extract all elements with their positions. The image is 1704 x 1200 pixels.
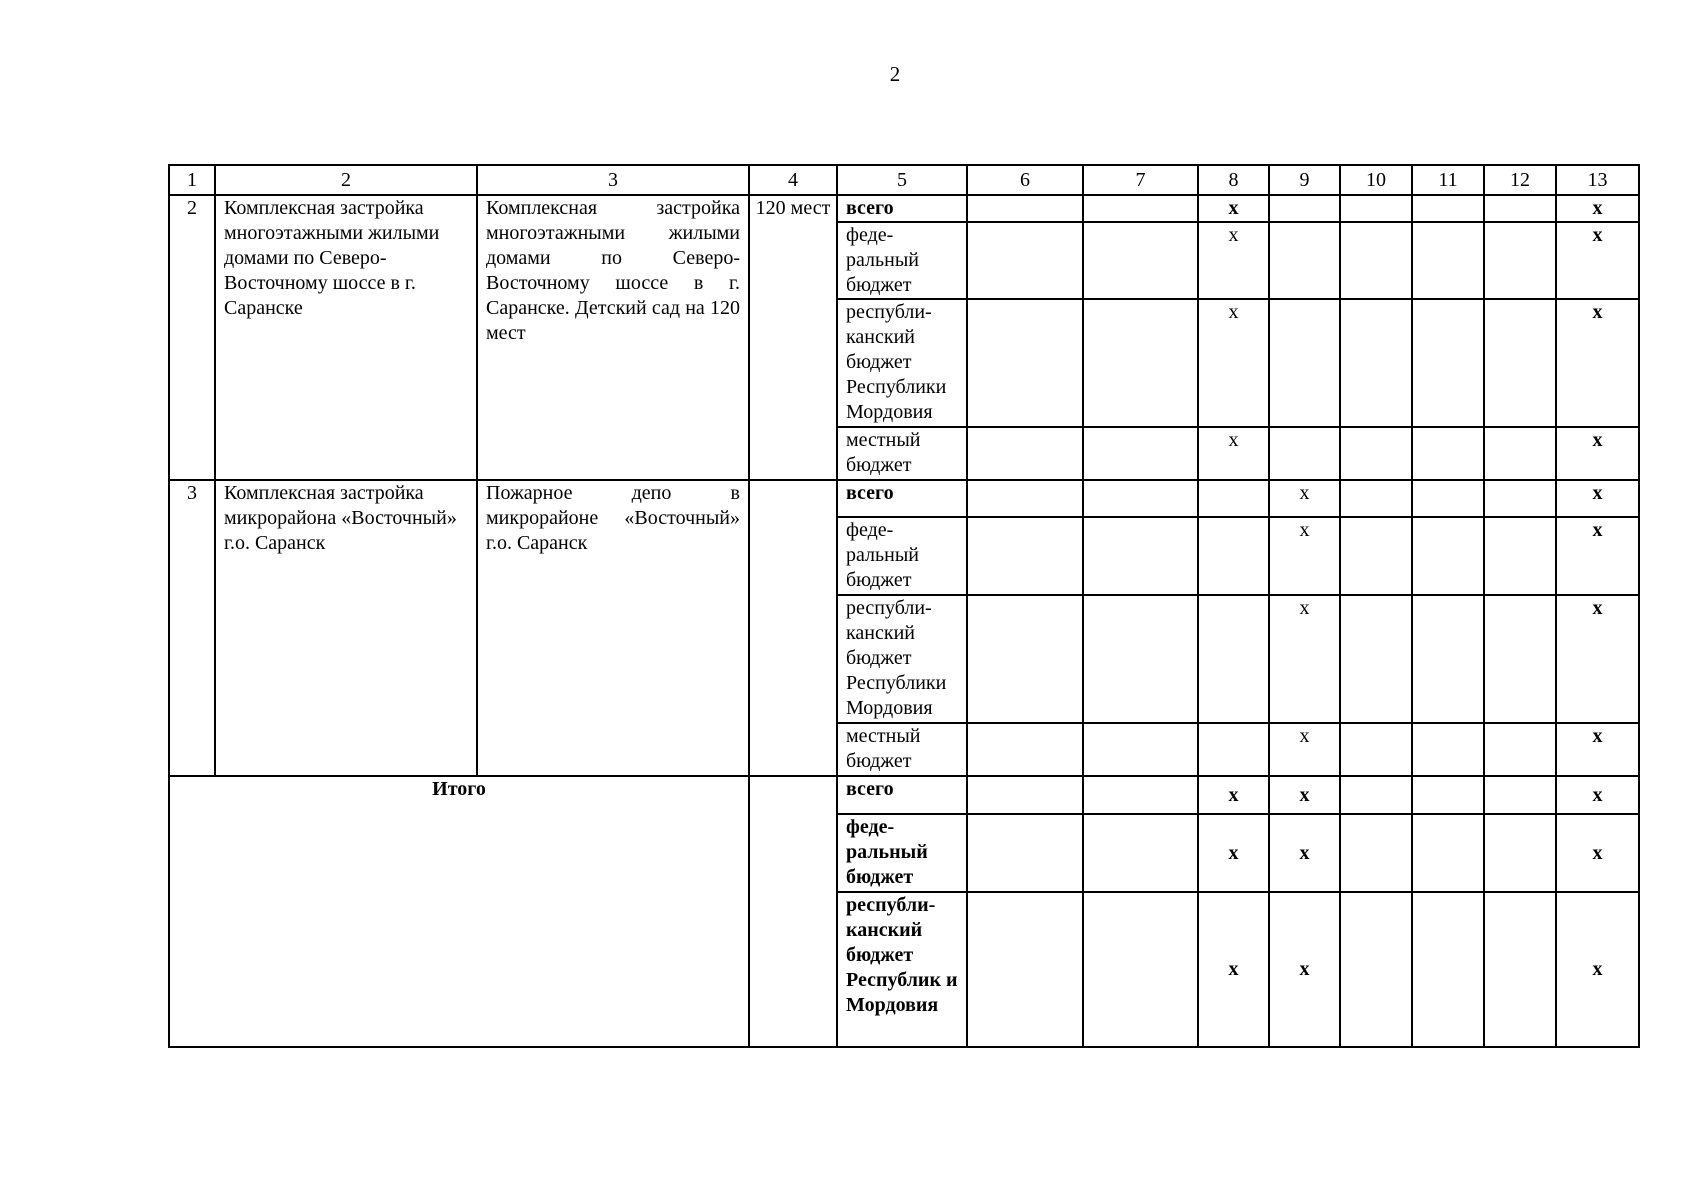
column-header: 12 bbox=[1484, 165, 1556, 195]
mark-cell: х bbox=[1269, 517, 1340, 595]
column-header: 4 bbox=[749, 165, 837, 195]
funding-source: местный бюджет bbox=[837, 427, 967, 480]
mark-cell: х bbox=[1198, 814, 1269, 892]
mark-cell: х bbox=[1269, 595, 1340, 723]
column-header: 3 bbox=[477, 165, 749, 195]
mark-cell: х bbox=[1198, 222, 1269, 299]
mark-cell bbox=[1269, 195, 1340, 222]
mark-cell bbox=[1269, 222, 1340, 299]
mark-cell bbox=[1198, 480, 1269, 517]
total-row bbox=[169, 776, 1639, 814]
project-name: Комплексная застройка микрорайона «Восточный» г.о. Саранск bbox=[215, 480, 477, 776]
column-header: 1 bbox=[169, 165, 215, 195]
project-number: 3 bbox=[169, 480, 215, 776]
mark-cell: х bbox=[1556, 776, 1639, 814]
funding-source: местный бюджет bbox=[837, 723, 967, 776]
mark-cell: х bbox=[1556, 892, 1639, 1047]
project-number: 2 bbox=[169, 195, 215, 480]
mark-cell: х bbox=[1269, 892, 1340, 1047]
mark-cell bbox=[1269, 299, 1340, 427]
funding-source: феде-ральный бюджет bbox=[837, 814, 967, 892]
project-capacity: 120 мест bbox=[749, 195, 837, 480]
column-header: 13 bbox=[1556, 165, 1639, 195]
project-capacity bbox=[749, 480, 837, 776]
total-label: Итого bbox=[169, 776, 749, 1047]
mark-cell bbox=[1269, 427, 1340, 480]
mark-cell: х bbox=[1269, 480, 1340, 517]
mark-cell bbox=[1198, 517, 1269, 595]
mark-cell: х bbox=[1198, 299, 1269, 427]
budget-table bbox=[168, 164, 1640, 1048]
mark-cell: х bbox=[1556, 480, 1639, 517]
project-object: Комплексная застройка многоэтажными жилыми домами по Северо-Восточному шоссе в г. Саранске. Детский сад на 120 мест bbox=[477, 195, 749, 480]
mark-cell bbox=[1198, 723, 1269, 776]
column-header: 5 bbox=[837, 165, 967, 195]
table-row bbox=[169, 195, 1639, 222]
mark-cell: х bbox=[1556, 222, 1639, 299]
funding-source: республи-канский бюджет Республик и Мордовия bbox=[837, 892, 967, 1047]
column-header: 9 bbox=[1269, 165, 1340, 195]
column-header: 11 bbox=[1412, 165, 1484, 195]
funding-source: всего bbox=[837, 776, 967, 814]
mark-cell: х bbox=[1198, 776, 1269, 814]
project-name: Комплексная застройка многоэтажными жилыми домами по Северо-Восточному шоссе в г. Саранске bbox=[215, 195, 477, 480]
mark-cell: х bbox=[1556, 299, 1639, 427]
mark-cell: х bbox=[1198, 892, 1269, 1047]
table-row bbox=[169, 480, 1639, 517]
mark-cell: х bbox=[1269, 776, 1340, 814]
column-number-row bbox=[169, 165, 1639, 195]
column-header: 6 bbox=[967, 165, 1083, 195]
mark-cell: х bbox=[1556, 814, 1639, 892]
page-number: 2 bbox=[889, 62, 901, 86]
funding-source: республи-канский бюджет Республики Мордовия bbox=[837, 595, 967, 723]
mark-cell: х bbox=[1556, 427, 1639, 480]
mark-cell: х bbox=[1198, 427, 1269, 480]
column-header: 2 bbox=[215, 165, 477, 195]
mark-cell: х bbox=[1269, 814, 1340, 892]
mark-cell bbox=[1198, 595, 1269, 723]
funding-source: феде-ральный бюджет bbox=[837, 517, 967, 595]
mark-cell: х bbox=[1556, 195, 1639, 222]
funding-source: республи-канский бюджет Республики Мордовия bbox=[837, 299, 967, 427]
funding-source: всего bbox=[837, 195, 967, 222]
mark-cell: х bbox=[1556, 595, 1639, 723]
funding-source: феде-ральный бюджет bbox=[837, 222, 967, 299]
mark-cell: х bbox=[1198, 195, 1269, 222]
project-object: Пожарное депо в микрорайоне «Восточный» г.о. Саранск bbox=[477, 480, 749, 776]
mark-cell: х bbox=[1269, 723, 1340, 776]
mark-cell: х bbox=[1556, 517, 1639, 595]
mark-cell: х bbox=[1556, 723, 1639, 776]
column-header: 7 bbox=[1083, 165, 1198, 195]
funding-source: всего bbox=[837, 480, 967, 517]
column-header: 10 bbox=[1340, 165, 1412, 195]
column-header: 8 bbox=[1198, 165, 1269, 195]
